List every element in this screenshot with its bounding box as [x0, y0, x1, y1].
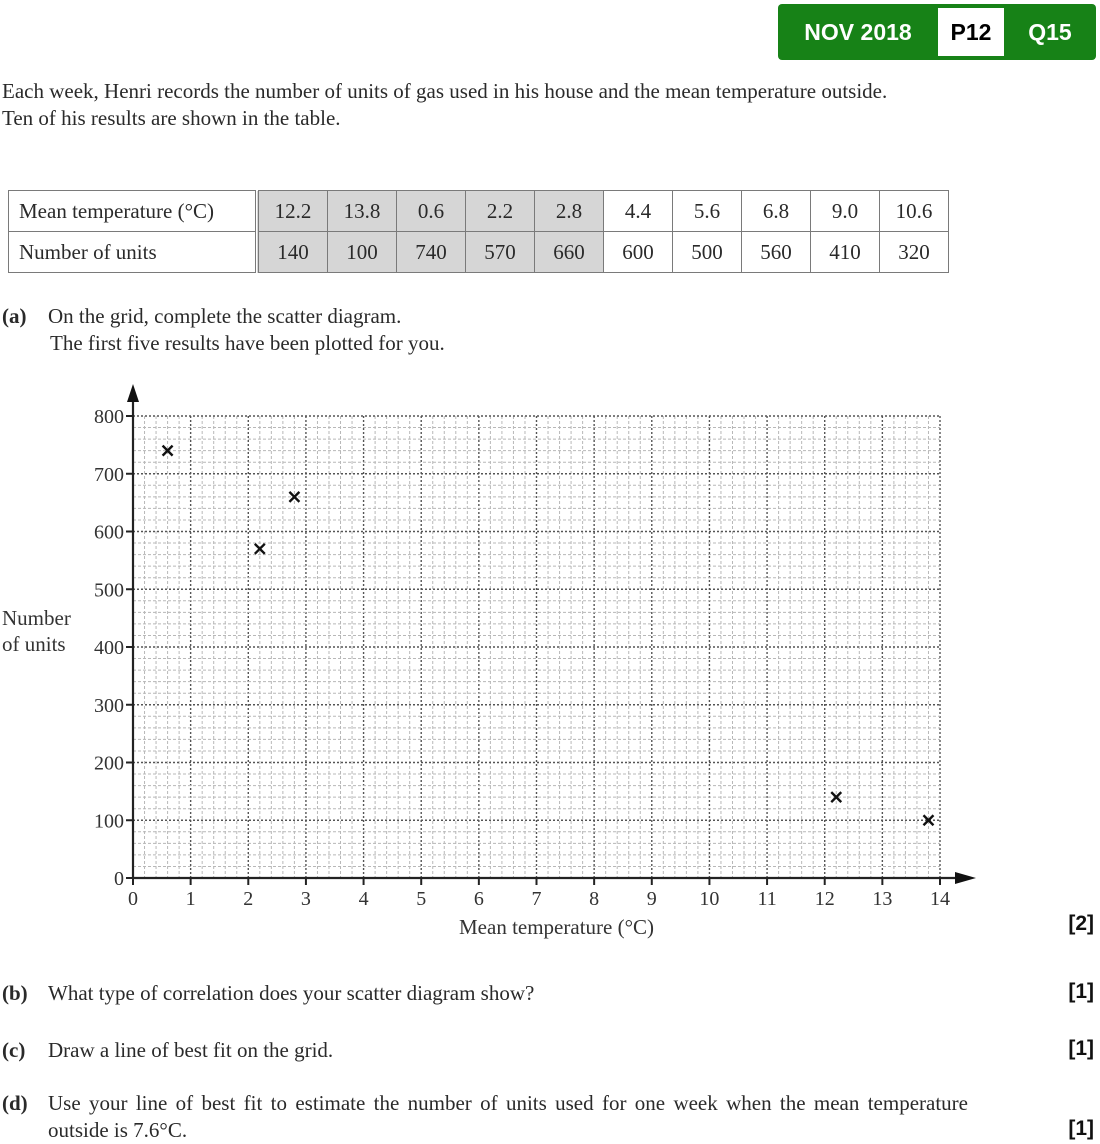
temperature-row	[9, 191, 949, 232]
y-tick-label: 400	[94, 637, 124, 659]
x-axis-arrow-icon	[955, 872, 976, 884]
temperature-cell: 2.8	[535, 191, 604, 232]
y-tick-label: 500	[94, 579, 124, 602]
part-c-text: Draw a line of best fit on the grid.	[48, 1038, 334, 1062]
part-a-marks: [2]	[1068, 912, 1094, 935]
badge-paper: P12	[938, 8, 1004, 56]
part-d-text: Use your line of best fit to estimate the number of units used for one week when the mean temperature outside is 7.6°C.	[48, 1091, 968, 1142]
y-axis-label-line-2: of units	[2, 632, 66, 656]
paper-reference-badge	[778, 4, 1096, 60]
part-a-line-1: On the grid, complete the scatter diagram.	[48, 304, 402, 328]
temperature-cell: 13.8	[328, 191, 397, 232]
temperature-cell: 6.8	[742, 191, 811, 232]
units-cell: 560	[742, 232, 811, 273]
x-tick-label: 7	[531, 888, 542, 910]
intro-line-2: Ten of his results are shown in the table.	[2, 105, 341, 130]
units-cell: 740	[397, 232, 466, 273]
y-tick-label: 600	[94, 521, 124, 544]
units-cell: 570	[466, 232, 535, 273]
results-table	[8, 190, 949, 273]
y-tick-label: 300	[94, 694, 124, 717]
x-tick-label: 0	[128, 888, 138, 910]
x-tick-label: 11	[757, 888, 777, 910]
part-b-marks: [1]	[1068, 980, 1094, 1003]
units-cell: 410	[811, 232, 880, 273]
part-b-text: What type of correlation does your scatter diagram show?	[48, 981, 535, 1005]
y-axis-arrow-icon	[127, 384, 139, 402]
y-tick-label: 100	[94, 810, 124, 833]
x-tick-label: 1	[185, 888, 196, 910]
part-b	[2, 980, 968, 1007]
x-tick-label: 12	[814, 888, 835, 910]
temperature-cell: 2.2	[466, 191, 535, 232]
part-a-label: (a)	[2, 304, 27, 328]
part-d-marks: [1]	[1068, 1117, 1094, 1140]
y-tick-label: 0	[114, 868, 124, 890]
units-cell: 600	[604, 232, 673, 273]
x-tick-label: 13	[872, 888, 893, 910]
x-tick-label: 6	[473, 888, 484, 910]
y-tick-label: 800	[94, 406, 124, 428]
x-tick-label: 4	[358, 888, 369, 910]
x-tick-label: 9	[646, 888, 657, 910]
x-axis-label: Mean temperature (°C)	[459, 915, 654, 939]
units-cell: 660	[535, 232, 604, 273]
units-cell: 100	[328, 232, 397, 273]
part-d-label: (d)	[2, 1091, 28, 1115]
row-header-units: Number of units	[9, 232, 258, 273]
x-tick-label: 10	[699, 888, 720, 910]
part-a-line-2: The first five results have been plotted for you.	[50, 331, 445, 355]
units-cell: 320	[880, 232, 949, 273]
x-tick-label: 2	[243, 888, 254, 910]
y-axis-label-line-1: Number	[2, 606, 71, 630]
question-intro	[2, 78, 968, 131]
x-tick-label: 8	[589, 888, 600, 910]
temperature-cell: 10.6	[880, 191, 949, 232]
x-tick-label: 14	[930, 888, 950, 910]
part-c-label: (c)	[2, 1038, 26, 1062]
badge-session: NOV 2018	[804, 18, 912, 45]
units-cell: 140	[257, 232, 328, 273]
part-c-marks: [1]	[1068, 1037, 1094, 1060]
y-tick-label: 200	[94, 752, 124, 775]
temperature-cell: 12.2	[257, 191, 328, 232]
temperature-cell: 9.0	[811, 191, 880, 232]
units-row	[9, 232, 949, 273]
y-tick-label: 700	[94, 463, 124, 486]
scatter-diagram[interactable]	[0, 370, 1000, 950]
temperature-cell: 5.6	[673, 191, 742, 232]
row-header-temperature: Mean temperature (°C)	[9, 191, 258, 232]
badge-question: Q15	[1028, 18, 1072, 45]
x-tick-label: 3	[300, 888, 311, 910]
temperature-cell: 0.6	[397, 191, 466, 232]
temperature-cell: 4.4	[604, 191, 673, 232]
part-b-label: (b)	[2, 981, 28, 1005]
intro-line-1: Each week, Henri records the number of units of gas used in his house and the mean temperature outside.	[2, 79, 888, 103]
part-a	[2, 303, 445, 357]
x-tick-label: 5	[416, 888, 427, 910]
part-d	[2, 1090, 968, 1144]
units-cell: 500	[673, 232, 742, 273]
grid	[133, 416, 940, 878]
part-c	[2, 1037, 968, 1064]
